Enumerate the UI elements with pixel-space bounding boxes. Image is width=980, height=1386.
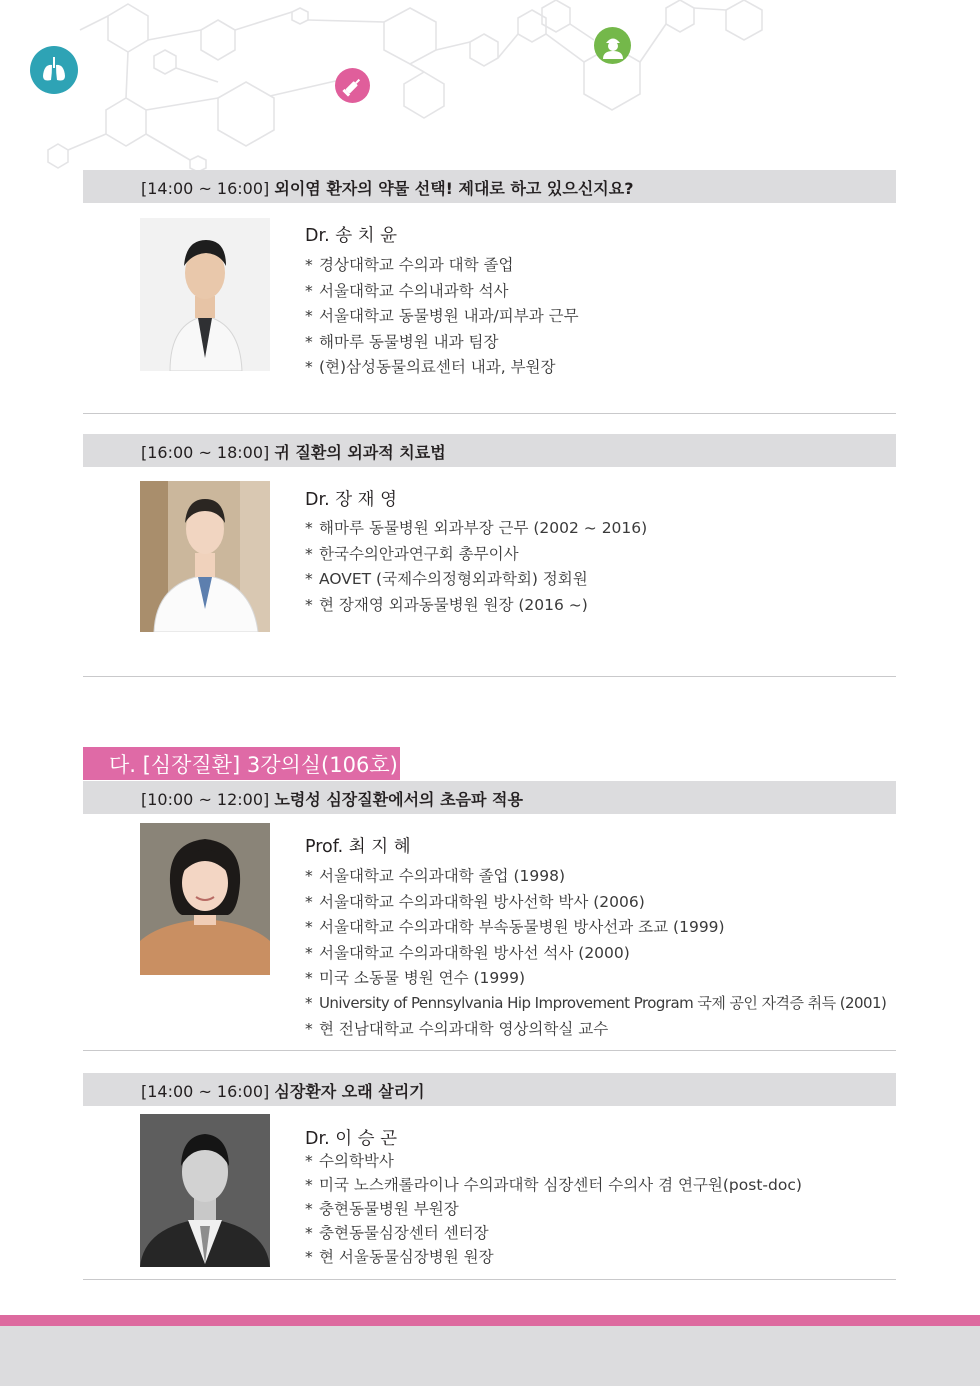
bio-text: 충현동물병원 부원장 — [319, 1200, 459, 1218]
bio-item: * 현 서울동물심장병원 원장 — [305, 1248, 494, 1266]
divider — [83, 413, 896, 414]
session-bar — [83, 781, 896, 814]
lungs-icon — [30, 46, 78, 94]
divider — [83, 676, 896, 677]
session-bar — [83, 170, 896, 203]
session-time: [16:00 ~ 18:00] — [141, 443, 270, 462]
bio-item: * 서울대학교 수의내과학 석사 — [305, 281, 509, 300]
doctor-icon — [594, 27, 631, 64]
bio-text: 한국수의안과연구회 총무이사 — [319, 544, 519, 563]
bio-item: * AOVET (국제수의정형외과학회) 정회원 — [305, 570, 588, 588]
session-time: [14:00 ~ 16:00] — [141, 179, 270, 198]
bio-text: 미국 노스캐롤라이나 수의과대학 심장센터 수의사 겸 연구원(post-doc) — [319, 1176, 802, 1194]
session-title: 심장환자 오래 살리기 — [274, 1082, 425, 1101]
bio-item: * 충현동물병원 부원장 — [305, 1200, 459, 1218]
hexagon-background — [0, 0, 980, 175]
bio-text: 서울대학교 수의과대학 졸업 (1998) — [319, 867, 565, 885]
speaker-name: Dr. 장 재 영 — [305, 490, 398, 510]
bio-item: * 해마루 동물병원 외과부장 근무 (2002 ~ 2016) — [305, 519, 648, 537]
bio-item: * 충현동물심장센터 센터장 — [305, 1224, 489, 1242]
bio-item: * 현 전남대학교 수의과대학 영상의학실 교수 — [305, 1020, 609, 1038]
speaker-photo — [140, 218, 270, 371]
bio-text: 해마루 동물병원 외과부장 근무 (2002 ~ 2016) — [319, 519, 648, 537]
session-time: [14:00 ~ 16:00] — [141, 1082, 270, 1101]
speaker-name: Dr. 송 치 윤 — [305, 226, 398, 246]
speaker-photo — [140, 481, 270, 632]
bio-text: 서울대학교 수의과대학원 방사선 석사 (2000) — [319, 943, 630, 962]
bio-item: * 한국수의안과연구회 총무이사 — [305, 544, 519, 563]
speaker-photo — [140, 1114, 270, 1267]
bio-item: * 경상대학교 수의과 대학 졸업 — [305, 256, 514, 274]
speaker-photo — [140, 823, 270, 975]
bio-text: 미국 소동물 병원 연수 (1999) — [319, 969, 526, 987]
footer-band — [0, 1326, 980, 1386]
session-bar — [83, 434, 896, 467]
bio-text: 서울대학교 동물병원 내과/피부과 근무 — [319, 307, 579, 325]
speaker-bio — [305, 1154, 802, 1274]
bio-text: 서울대학교 수의내과학 석사 — [319, 281, 509, 300]
divider — [83, 1050, 896, 1051]
session-title: 외이염 환자의 약물 선택! 제대로 하고 있으신지요? — [274, 179, 634, 198]
speaker-bio — [305, 253, 579, 381]
session-title: 귀 질환의 외과적 치료법 — [274, 443, 446, 462]
bio-item: * 서울대학교 동물병원 내과/피부과 근무 — [305, 307, 579, 325]
session-title: 노령성 심장질환에서의 초음파 적용 — [274, 790, 523, 809]
bio-text: 경상대학교 수의과 대학 졸업 — [319, 256, 514, 274]
bio-item: * University of Pennsylvania Hip Improvement Program 국제 공인 자격증 취득 (2001) — [305, 993, 887, 1012]
bio-item: * 미국 노스캐롤라이나 수의과대학 심장센터 수의사 겸 연구원(post-doc) — [305, 1176, 802, 1194]
speaker-name: Prof. 최 지 혜 — [305, 837, 411, 857]
bio-text: 해마루 동물병원 내과 팀장 — [319, 332, 499, 351]
speaker-bio — [305, 516, 647, 618]
divider — [83, 1279, 896, 1280]
bio-item: * 서울대학교 수의과대학원 방사선 석사 (2000) — [305, 943, 630, 962]
bio-item: * 해마루 동물병원 내과 팀장 — [305, 332, 499, 351]
bio-item: * 서울대학교 수의과대학 졸업 (1998) — [305, 867, 565, 885]
bio-text: 현 장재영 외과동물병원 원장 (2016 ~) — [319, 595, 588, 614]
bio-text: AOVET (국제수의정형외과학회) 정회원 — [319, 570, 588, 588]
bio-text: 현 전남대학교 수의과대학 영상의학실 교수 — [319, 1020, 609, 1038]
speaker-bio — [305, 864, 886, 1043]
bio-text: 현 서울동물심장병원 원장 — [319, 1248, 494, 1266]
speaker-name: Dr. 이 승 곤 — [305, 1129, 398, 1149]
bio-text: 수의학박사 — [319, 1152, 394, 1170]
bio-text: (현)삼성동물의료센터 내과, 부원장 — [319, 358, 556, 376]
bio-item: * 미국 소동물 병원 연수 (1999) — [305, 969, 526, 987]
bio-text: 충현동물심장센터 센터장 — [319, 1224, 489, 1242]
bio-item: * 서울대학교 수의과대학원 방사선학 박사 (2006) — [305, 892, 645, 911]
section-tag: 다. [심장질환] 3강의실(106호) — [83, 747, 400, 780]
bio-text: 서울대학교 수의과대학원 방사선학 박사 (2006) — [319, 892, 645, 911]
session-bar — [83, 1073, 896, 1106]
syringe-icon — [335, 68, 370, 103]
bio-item: * (현)삼성동물의료센터 내과, 부원장 — [305, 358, 556, 376]
bio-item: * 서울대학교 수의과대학 부속동물병원 방사선과 조교 (1999) — [305, 918, 725, 936]
bio-text: 서울대학교 수의과대학 부속동물병원 방사선과 조교 (1999) — [319, 918, 725, 936]
bio-text: University of Pennsylvania Hip Improvement Program 국제 공인 자격증 취득 (2001) — [319, 993, 887, 1012]
session-time: [10:00 ~ 12:00] — [141, 790, 270, 809]
bio-item: * 수의학박사 — [305, 1152, 394, 1170]
footer-accent-band — [0, 1315, 980, 1326]
bio-item: * 현 장재영 외과동물병원 원장 (2016 ~) — [305, 595, 588, 614]
